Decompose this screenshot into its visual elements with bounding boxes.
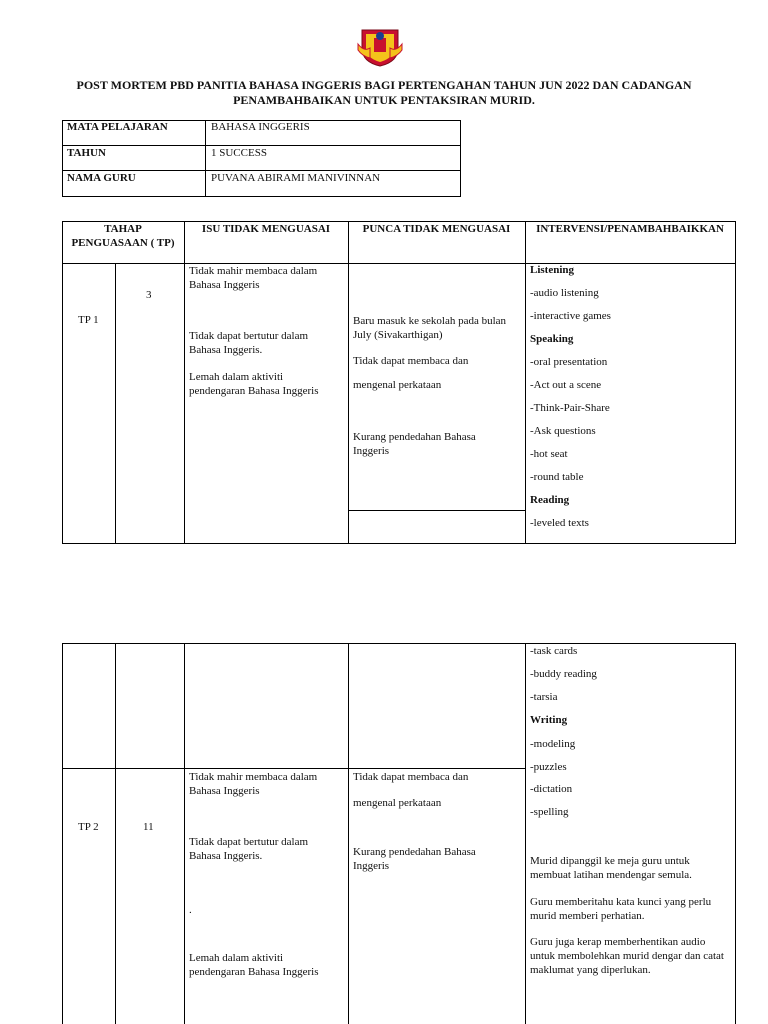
intervensi-note-2: Guru memberitahu kata kunci yang perlu murid memberi perhatian. [530,896,712,922]
intervensi-writing-heading: Writing [530,714,568,726]
tp1-isu-3: Lemah dalam aktiviti pendengaran Bahasa Inggeris [189,371,319,397]
intervensi-item: -buddy reading [530,668,597,680]
intervensi-item: -puzzles [530,761,567,773]
intervensi-note-3: Guru juga kerap memberhentikan audio untuk membolehkan murid dengar dan catat maklumat yang diperlukan. [530,936,724,976]
tp1-isu-1: Tidak mahir membaca dalam Bahasa Inggeris [189,265,318,291]
tp2-label: TP 2 [78,821,99,833]
info-value-teacher: PUVANA ABIRAMI MANIVINNAN [211,172,381,184]
title-line-1: POST MORTEM PBD PANITIA BAHASA INGGERIS BAGI PERTENGAHAN TAHUN JUN 2022 DAN CADANGAN [76,78,692,92]
title-line-2: PENAMBAHBAIKAN UNTUK PENTAKSIRAN MURID. [233,93,535,107]
tp2-punca-3: Kurang pendedahan Bahasa Inggeris [353,846,476,872]
info-value-subject: BAHASA INGGERIS [211,121,310,133]
header-tp: TAHAP PENGUASAAN ( TP) [71,223,175,249]
tp2-isu-4: Lemah dalam aktiviti pendengaran Bahasa Inggeris [189,952,319,978]
intervensi-item: -modeling [530,738,576,750]
intervensi-item: -audio listening [530,287,599,299]
intervensi-item: -leveled texts [530,517,589,529]
intervensi-item: -round table [530,471,584,483]
intervensi-item: -Ask questions [530,425,596,437]
intervensi-item: -spelling [530,806,569,818]
school-crest-logo [356,22,404,68]
intervensi-item: -hot seat [530,448,568,460]
info-label-teacher: NAMA GURU [67,172,136,184]
intervensi-reading-heading: Reading [530,494,570,506]
intervensi-note-1: Murid dipanggil ke meja guru untuk membuat latihan mendengar semula. [530,855,692,881]
tp1-punca-2: Tidak dapat membaca dan [353,355,469,367]
tp2-isu-1: Tidak mahir membaca dalam Bahasa Inggeris [189,771,318,797]
tp1-label: TP 1 [78,314,99,326]
tp1-punca-4: Kurang pendedahan Bahasa Inggeris [353,431,476,457]
header-isu: ISU TIDAK MENGUASAI [201,223,331,235]
tp1-isu-2: Tidak dapat bertutur dalam Bahasa Inggeris. [189,330,309,356]
tp2-isu-3: . [189,904,192,916]
info-label-subject: MATA PELAJARAN [67,121,168,133]
tp2-count: 11 [143,821,154,833]
info-value-year: 1 SUCCESS [211,147,267,159]
info-label-year: TAHUN [67,147,106,159]
tp2-isu-2: Tidak dapat bertutur dalam Bahasa Inggeris. [189,836,309,862]
document-title [40,78,728,108]
tp1-punca-1: Baru masuk ke sekolah pada bulan July (Sivakarthigan) [353,315,507,341]
intervensi-listening-heading: Listening [530,264,575,276]
intervensi-item: -tarsia [530,691,558,703]
tp1-punca-3: mengenal perkataan [353,379,442,391]
intervensi-item: -dictation [530,783,573,795]
intervensi-item: -oral presentation [530,356,608,368]
intervensi-item: -interactive games [530,310,611,322]
intervensi-item: -task cards [530,645,578,657]
intervensi-item: -Think-Pair-Share [530,402,610,414]
header-punca: PUNCA TIDAK MENGUASAI [362,223,511,235]
tp2-punca-1: Tidak dapat membaca dan [353,771,469,783]
tp1-count: 3 [146,289,152,301]
intervensi-speaking-heading: Speaking [530,333,574,345]
header-intervensi: INTERVENSI/PENAMBAHBAIKKAN [536,223,724,235]
tp2-punca-2: mengenal perkataan [353,797,442,809]
intervensi-item: -Act out a scene [530,379,602,391]
